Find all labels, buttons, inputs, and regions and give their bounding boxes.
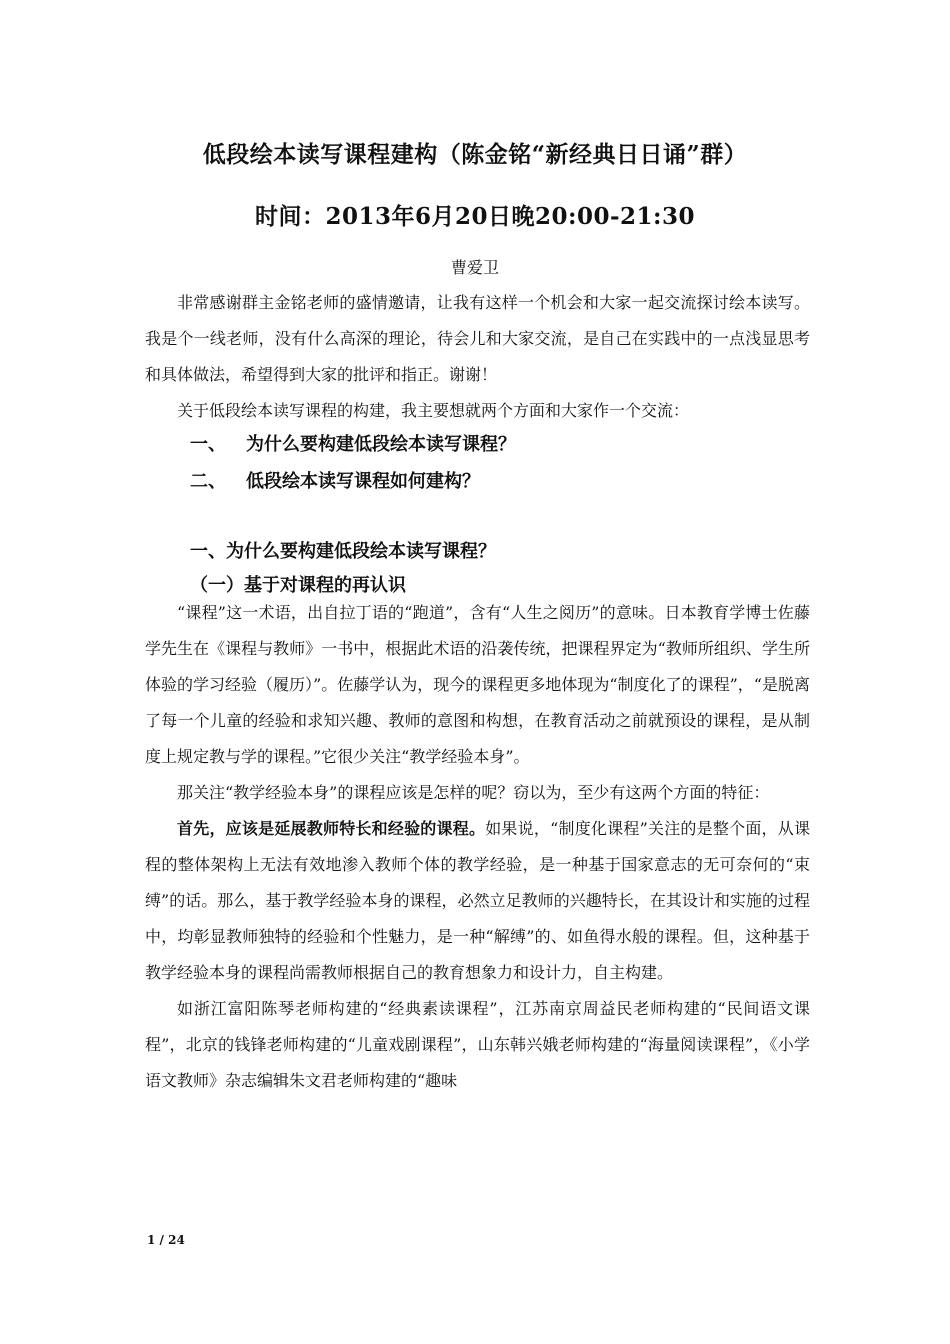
body-paragraph: “课程”这一术语，出自拉丁语的“跑道”，含有“人生之阅历”的意味。日本教育学博士佐藤学先生在《课程与教师》一书中，根据此术语的沿袭传统，把课程界定为“教师所组织、学生所体验的学习经验（履历）”。佐藤学认为，现今的课程更多地体现为“制度化了的课程”，“是脱离了每一个儿童的经验和求知兴趣、教师的意图和构想，在教育活动之前就预设的课程，是从制度上规定教与学的课程。”它很少关注“教学经验本身”。 <box>145 603 810 766</box>
outline-number: 二、 <box>190 471 226 492</box>
intro-paragraph: 非常感谢群主金铭老师的盛情邀请，让我有这样一个机会和大家一起交流探讨绘本读写。我是个一线老师，没有什么高深的理论，待会儿和大家交流，是自己在实践中的一点浅显思考和具体做法，希望得到大家的批评和指正。谢谢！ <box>145 293 810 384</box>
body-paragraph <box>145 811 810 991</box>
subsection-heading: （一）基于对课程的再认识 <box>190 575 406 596</box>
intro-paragraph: 关于低段绘本读写课程的构建，我主要想就两个方面和大家作一个交流： <box>177 401 690 420</box>
document-time: 时间：2013年6月20日晚20:00-21:30 <box>254 203 696 230</box>
section-body <box>145 595 810 1099</box>
outline-item <box>190 430 516 456</box>
body-paragraph: 如浙江富阳陈琴老师构建的“经典素读课程”，江苏南京周益民老师构建的“民间语文课程”，北京的钱锋老师构建的“儿童戏剧课程”，山东韩兴娥老师构建的“海量阅读课程”，《小学语文教师》杂志编辑朱文君老师构建的“趣味 <box>145 999 810 1090</box>
intro-block <box>145 285 810 429</box>
page-number: 1 / 24 <box>147 1233 185 1247</box>
body-paragraph: 那关注“教学经验本身”的课程应该是怎样的呢？窃以为，至少有这两个方面的特征： <box>177 783 770 802</box>
outline-item <box>190 467 480 493</box>
author-name: 曹爱卫 <box>450 258 499 277</box>
outline-text: 为什么要构建低段绘本读写课程？ <box>246 434 516 455</box>
outline-number: 一、 <box>190 434 226 455</box>
outline-text: 低段绘本读写课程如何建构？ <box>246 471 480 492</box>
section-heading: 一、为什么要构建低段绘本读写课程？ <box>190 541 496 562</box>
document-title: 低段绘本读写课程建构（陈金铭“新经典日日诵”群） <box>202 141 748 168</box>
paragraph-rest: 如果说，“制度化课程”关注的是整个面，从课程的整体架构上无法有效地渗入教师个体的教学经验，是一种基于国家意志的无可奈何的“束缚”的话。那么，基于教学经验本身的课程，必然立足教师的兴趣特长，在其设计和实施的过程中，均彰显教师独特的经验和个性魅力，是一种“解缚”的、如鱼得水般的课程。但，这种基于教学经验本身的课程尚需教师根据自己的教育想象力和设计力，自主构建。 <box>145 819 810 982</box>
paragraph-lead: 首先，应该是延展教师特长和经验的课程。 <box>177 819 486 838</box>
